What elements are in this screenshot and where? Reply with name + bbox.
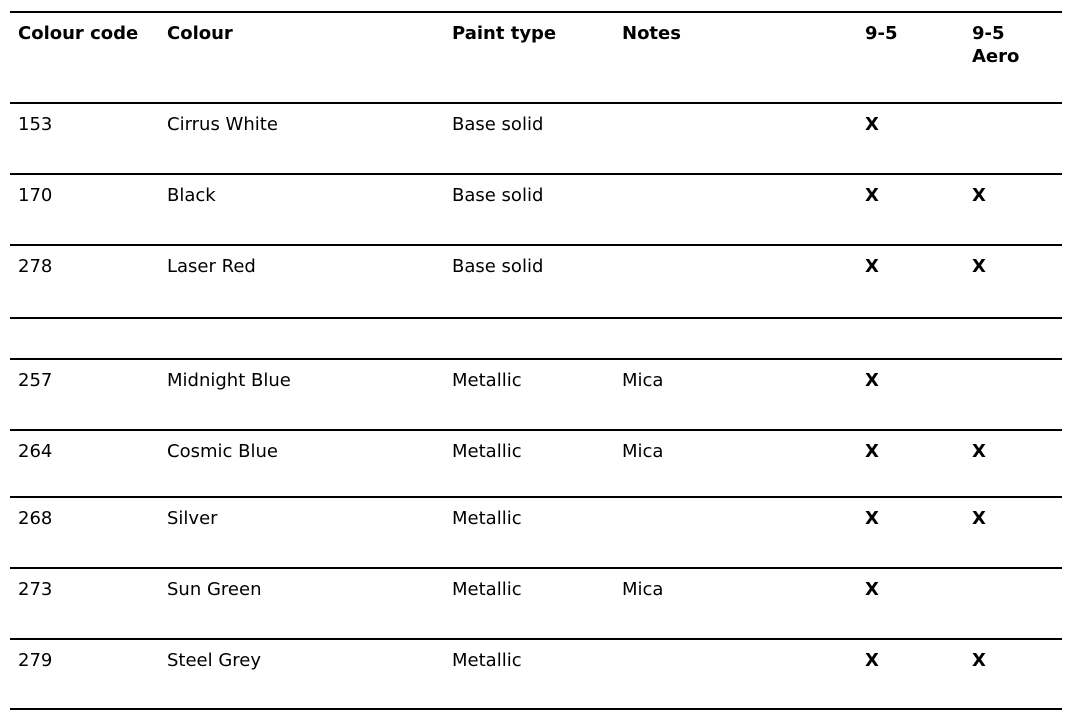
cell-paint-type: Metallic	[452, 650, 522, 671]
cell-colour: Laser Red	[167, 256, 256, 277]
cell-9-5-aero-mark: X	[972, 441, 986, 462]
cell-colour-code: 257	[18, 370, 53, 391]
table-row	[10, 358, 1062, 429]
table-header-row	[10, 11, 1062, 102]
cell-colour-code: 170	[18, 185, 53, 206]
cell-colour-code: 153	[18, 114, 53, 135]
table-row-empty	[10, 317, 1062, 358]
cell-notes: Mica	[622, 441, 664, 462]
cell-9-5-mark: X	[865, 185, 879, 206]
cell-colour-code: 264	[18, 441, 53, 462]
header-colour-code: Colour code	[18, 23, 139, 44]
header-model-9-5-aero: 9-5 Aero	[972, 23, 1020, 67]
cell-9-5-mark: X	[865, 441, 879, 462]
cell-colour-code: 278	[18, 256, 53, 277]
colour-table	[10, 11, 1062, 710]
cell-paint-type: Metallic	[452, 579, 522, 600]
table-row	[10, 638, 1062, 710]
cell-9-5-mark: X	[865, 508, 879, 529]
cell-colour: Black	[167, 185, 216, 206]
cell-paint-type: Base solid	[452, 185, 544, 206]
cell-colour-code: 273	[18, 579, 53, 600]
cell-notes: Mica	[622, 370, 664, 391]
cell-notes: Mica	[622, 579, 664, 600]
cell-paint-type: Base solid	[452, 256, 544, 277]
cell-paint-type: Base solid	[452, 114, 544, 135]
table-row	[10, 567, 1062, 638]
cell-9-5-aero-mark: X	[972, 650, 986, 671]
cell-colour: Midnight Blue	[167, 370, 291, 391]
cell-colour-code: 279	[18, 650, 53, 671]
table-row	[10, 173, 1062, 244]
table-row	[10, 102, 1062, 173]
cell-paint-type: Metallic	[452, 370, 522, 391]
header-notes: Notes	[622, 23, 681, 44]
cell-paint-type: Metallic	[452, 441, 522, 462]
cell-9-5-mark: X	[865, 114, 879, 135]
header-paint-type: Paint type	[452, 23, 557, 44]
cell-9-5-aero-mark: X	[972, 508, 986, 529]
cell-9-5-aero-mark: X	[972, 256, 986, 277]
cell-9-5-mark: X	[865, 579, 879, 600]
table-row	[10, 244, 1062, 317]
cell-colour: Cirrus White	[167, 114, 278, 135]
cell-colour: Cosmic Blue	[167, 441, 278, 462]
cell-colour-code: 268	[18, 508, 53, 529]
cell-colour: Sun Green	[167, 579, 262, 600]
header-colour: Colour	[167, 23, 233, 44]
cell-9-5-mark: X	[865, 370, 879, 391]
cell-9-5-aero-mark: X	[972, 185, 986, 206]
cell-9-5-mark: X	[865, 650, 879, 671]
header-model-9-5: 9-5	[865, 23, 898, 44]
cell-9-5-mark: X	[865, 256, 879, 277]
cell-colour: Silver	[167, 508, 218, 529]
table-row	[10, 496, 1062, 567]
cell-paint-type: Metallic	[452, 508, 522, 529]
cell-colour: Steel Grey	[167, 650, 262, 671]
table-row	[10, 429, 1062, 496]
